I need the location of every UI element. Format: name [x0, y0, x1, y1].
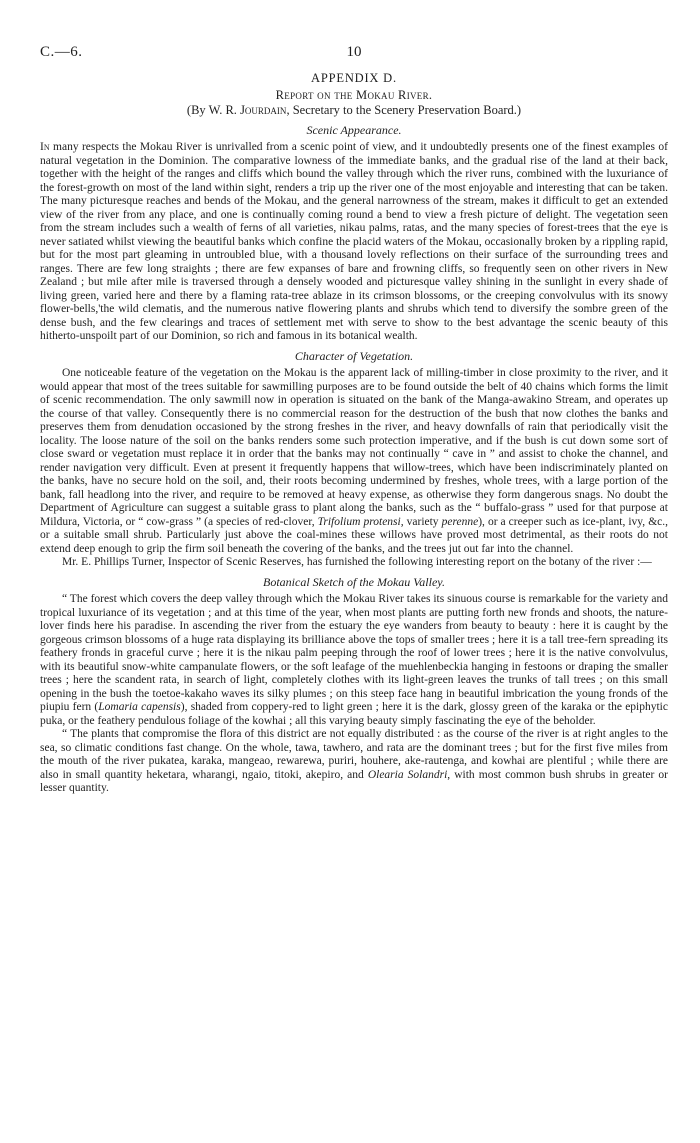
report-title: Report on the Mokau River. — [275, 87, 433, 102]
italic-run: Trifolium protensi, — [317, 515, 404, 528]
paragraph-botanical-2 — [40, 728, 668, 796]
section-heading-scenic-appearance: Scenic Appearance. — [306, 122, 402, 137]
text-run: ), or a creeper such as ice-plant, ivy, &c., or a suitable small shrub. Particularly just above the coal-mines these willows have proved most detrimental, as their roots do not extend deep enough to grip the firm soil beneath the covering of the banks, and the trees jut out far into the channel. — [40, 515, 669, 555]
paragraph-vegetation-2: Mr. E. Phillips Turner, Inspector of Scenic Reserves, has furnished the following interesting report on the botany of the river :— — [62, 556, 652, 568]
paragraph-botanical-1 — [40, 593, 668, 728]
text-run: One noticeable feature of the vegetation on the Mokau is the apparent lack of milling-timber in close proximity to the river, and it would appear that most of the trees suitable for sawmilling purposes are to be found outside the belt of 40 chains which forms the limit of scenic recommendation. The only sawmill now in operation is situated on the bank of the Manga-awakino Stream, and operates up the course of that valley. Consequently there is no commercial reason for the destruction of the bush that now clothes the banks and preserves them from denudation occasioned by the strong freshes in the river, and heavy downfalls of rain that periodically visit the locality. The loose nature of the soil on the banks renders some such protection imperative, and if the bush is cut down some sort of close sward or vegetation must replace it in order that the banks may not continually “ cave in ” and assist to choke the channel, and render navigation very difficult. Even at present it frequently happens that willow-trees, which have been indiscriminately planted on the banks, have no secure hold on the soil, and, their roots becoming undermined by freshes, whole trees, with a large portion of the bank, fall headlong into the river, and require to be removed at heavy expense, as otherwise they form dangerous snags. No doubt the Department of Agriculture can suggest a suitable grass to plant along the banks, such as the “ buffalo-grass ” used for that purpose at Mildura, Victoria, or “ cow-grass ” (a species of red-clover, — [40, 367, 668, 528]
running-header — [40, 44, 668, 64]
section-heading-character-of-vegetation: Character of Vegetation. — [294, 348, 414, 363]
document-body — [40, 72, 668, 796]
page-number: 10 — [346, 44, 362, 60]
text-run: “ The plants that compromise the flora of this district are not equally distributed : as the course of the river is at right angles to the sea, so climatic conditions fast change. On the whole, tawa, tawhero, and rata are the dominant trees ; but for the first five miles from the mouth of the river pukatea, karaka, mangeao, rewarewa, puriri, houhere, ake-rautenga, and kowhai are plentiful ; while there are also in small quantity heketara, wharangi, ngaio, titoki, akepiro, and — [40, 728, 668, 781]
text-run: , with most common bush shrubs in greater or lesser quantity. — [40, 768, 668, 794]
paragraph-lead-word: In — [40, 141, 50, 153]
text-run: ), shaded from coppery-red to light green ; here it is the dark, glossy green of the karaka or the epiphytic puka, or the feathery pendulous foliage of the kowhai ; all this varying beauty simply fascinating the eye of the beholder. — [40, 701, 668, 727]
italic-run: Olearia Solandri — [367, 768, 448, 781]
byline-author: Jourdain — [240, 103, 287, 117]
report-byline — [40, 104, 668, 118]
document-reference: C.—6. — [40, 44, 83, 60]
text-run: variety — [403, 515, 442, 528]
paragraph-text: many respects the Mokau River is unrivalled from a scenic point of view, and it undoubtedly presents one of the finest examples of natural vegetation in the Dominion. The comparative lowness of the immediate banks, and the gradual rise of the land at their back, together with the height of the ranges and cliffs which bound the valley through which the river runs, combined with the luxuriance of the forest-growth on most of the land within sight, renders a trip up the river one of the most enjoyable and interesting that can be taken. The many picturesque reaches and bends of the Mokau, and the general narrowness of the stream, makes it difficult to get an extended view of the river from any place, and one is continually coming round a bend to view a fresh picture of delight. The vegetation seen from the stream includes such a wealth of ferns of all varieties, nikau palms, ratas, and the many species of forest-trees that the eye is never satiated whilst viewing the beautiful banks which confine the placid waters of the Mokau, occasionally broken by a rippling rapid, but for the most part gleaming in untroubled blue, with a thousand lovely reflections on their surface of the surrounding trees and ranges. There are few long straights ; there are few expanses of bare and frowning cliffs, so frequently seen on other rivers in New Zealand ; but mile after mile is traversed through a densely wooded and picturesque valley shining in the sunlight in every shade of living green, varied here and there by a flaming rata-tree ablaze in its crimson blossoms, or the creeping convolvulus with its snowy flower-bells,'the wild clematis, and the numerous native flowering plants and shrubs which tend to diversify the sombre green of the dense bush, and the few clearings and traces of settlement met with serve to show to the best advantage the scenic beauty of this hitherto-unspoilt part of our Dominion, so rich and famous in its botanical wealth. — [40, 141, 668, 342]
section-heading-botanical-sketch: Botanical Sketch of the Mokau Valley. — [263, 574, 445, 589]
italic-run: perenne — [441, 515, 479, 528]
byline-suffix: , Secretary to the Scenery Preservation Board.) — [286, 103, 522, 117]
text-run: “ The forest which covers the deep valley through which the Mokau River takes its sinuous course is remarkable for the variety and tropical luxuriance of its vegetation ; and at this time of the year, when most plants are putting forth new fronds and shoots, the nature-lover finds here his paradise. In ascending the river from the estuary the eye wanders from beauty to beauty : here it is caught by the gorgeous crimson blossoms of a huge rata displaying its brilliance above the tops of smaller trees ; here it is a tall tree-fern spreading its feathery fronds in graceful curve ; here it is the nikau palm peeping through the roof of lower trees ; here it is the native convolvulus, with its beautiful snow-white campanulate flowers, or the soft leafage of the muehlenbeckia hanging in festoons or draping the smaller trees ; here the scandent rata, in search of light, completely clothes with its light-green leaves the trunks of tall trees ; on this small opening in the bush the toetoe-kakaho waves its silky plumes ; on this steep face hang in beautiful imbrication the young fronds of the piupiu fern ( — [40, 593, 668, 713]
italic-run: Lomaria capensis — [98, 701, 181, 713]
byline-prefix: (By W. R. — [186, 103, 241, 117]
appendix-heading: APPENDIX D. — [311, 71, 397, 85]
paragraph-scenic-appearance — [40, 141, 668, 344]
paragraph-vegetation-1 — [40, 367, 668, 556]
